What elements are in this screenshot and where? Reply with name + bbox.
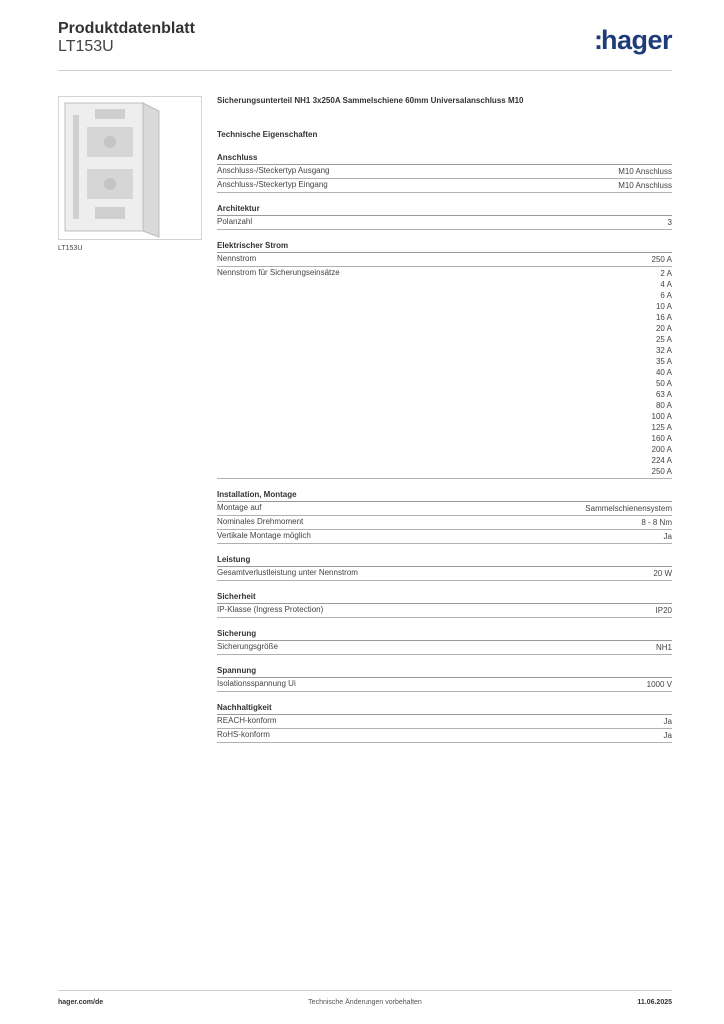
spec-value: 63 A — [655, 390, 672, 399]
spec-section — [217, 591, 672, 618]
spec-label: Gesamtverlustleistung unter Nennstrom — [217, 568, 358, 577]
spec-row — [217, 641, 672, 655]
spec-label: Nominales Drehmoment — [217, 517, 304, 526]
spec-label: Anschluss-/Steckertyp Ausgang — [217, 166, 330, 175]
spec-value: 20 A — [655, 324, 672, 333]
spec-label: Sicherungsgröße — [217, 642, 278, 651]
spec-label: Isolationsspannung Ui — [217, 679, 296, 688]
spec-row — [217, 567, 672, 581]
spec-values — [618, 180, 672, 191]
spec-label: Vertikale Montage möglich — [217, 531, 311, 540]
section-title: Sicherheit — [217, 591, 672, 604]
spec-values — [641, 517, 672, 528]
spec-value: 125 A — [651, 423, 672, 432]
spec-label: Montage auf — [217, 503, 262, 512]
spec-value: 80 A — [655, 401, 672, 410]
spec-values — [664, 730, 672, 741]
fuse-base-illustration — [59, 97, 201, 239]
spec-values — [656, 642, 672, 653]
spec-values — [668, 217, 672, 228]
spec-values — [664, 531, 672, 542]
spec-section — [217, 240, 672, 479]
spec-label: Polanzahl — [217, 217, 253, 226]
section-title: Anschluss — [217, 152, 672, 165]
spec-values — [585, 503, 672, 514]
spec-value: NH1 — [655, 643, 672, 652]
logo-text: hager — [600, 25, 672, 55]
spec-value: 250 A — [651, 255, 672, 264]
spec-value: 250 A — [651, 467, 672, 476]
spec-row — [217, 267, 672, 479]
spec-value: 100 A — [651, 412, 672, 421]
spec-row — [217, 216, 672, 230]
spec-label: REACH-konform — [217, 716, 277, 725]
spec-row — [217, 516, 672, 530]
section-title: Sicherung — [217, 628, 672, 641]
footer-date: 11.06.2025 — [637, 999, 672, 1006]
spec-row — [217, 253, 672, 267]
spec-label: IP-Klasse (Ingress Protection) — [217, 605, 324, 614]
spec-row — [217, 678, 672, 692]
spec-value: 1000 V — [646, 680, 672, 689]
product-code: LT153U — [58, 38, 114, 55]
spec-section — [217, 203, 672, 230]
section-title: Architektur — [217, 203, 672, 216]
spec-value: 40 A — [655, 368, 672, 377]
image-caption: LT153U — [58, 245, 83, 252]
spec-value: 25 A — [655, 335, 672, 344]
spec-value: 16 A — [655, 313, 672, 322]
spec-label: Anschluss-/Steckertyp Eingang — [217, 180, 328, 189]
spec-value: M10 Anschluss — [618, 167, 672, 176]
spec-row — [217, 530, 672, 544]
spec-values — [653, 568, 672, 579]
features-title: Technische Eigenschaften — [217, 130, 318, 139]
spec-row — [217, 165, 672, 179]
spec-value: Ja — [663, 532, 672, 541]
spec-value: M10 Anschluss — [618, 181, 672, 190]
section-title: Leistung — [217, 554, 672, 567]
spec-sections — [217, 152, 672, 743]
footer-url[interactable]: hager.com/de — [58, 999, 104, 1006]
product-description: Sicherungsunterteil NH1 3x250A Sammelschiene 60mm Universalanschluss M10 — [217, 96, 524, 105]
spec-value: 32 A — [655, 346, 672, 355]
section-title: Installation, Montage — [217, 489, 672, 502]
spec-values — [652, 268, 672, 477]
spec-label: Nennstrom für Sicherungseinsätze — [217, 268, 340, 277]
spec-value: 10 A — [655, 302, 672, 311]
spec-value: 3 — [667, 218, 672, 227]
spec-value: 160 A — [651, 434, 672, 443]
spec-value: 4 A — [660, 280, 672, 289]
spec-content — [217, 96, 672, 743]
section-title: Nachhaltigkeit — [217, 702, 672, 715]
spec-values — [618, 166, 672, 177]
page-title: Produktdatenblatt — [58, 20, 195, 37]
spec-value: IP20 — [655, 606, 672, 615]
spec-value: 200 A — [651, 445, 672, 454]
spec-section — [217, 702, 672, 743]
product-image — [58, 96, 202, 240]
spec-value: 6 A — [660, 291, 672, 300]
spec-value: Ja — [663, 731, 672, 740]
spec-values — [664, 716, 672, 727]
spec-value: 8 - 8 Nm — [641, 518, 672, 527]
spec-row — [217, 729, 672, 743]
section-title: Elektrischer Strom — [217, 240, 672, 253]
spec-row — [217, 502, 672, 516]
spec-value: 224 A — [651, 456, 672, 465]
spec-section — [217, 665, 672, 692]
spec-value: Sammelschienensystem — [585, 504, 672, 513]
spec-values — [652, 254, 672, 265]
spec-section — [217, 628, 672, 655]
page-header — [58, 20, 672, 71]
hager-logo: :hager — [593, 25, 672, 55]
spec-value: Ja — [663, 717, 672, 726]
spec-value: 2 A — [660, 269, 672, 278]
spec-section — [217, 554, 672, 581]
spec-label: RoHS-konform — [217, 730, 270, 739]
spec-row — [217, 715, 672, 729]
section-title: Spannung — [217, 665, 672, 678]
spec-row — [217, 604, 672, 618]
page-footer — [58, 990, 672, 1006]
spec-label: Nennstrom — [217, 254, 257, 263]
footer-note: Technische Änderungen vorbehalten — [308, 999, 422, 1006]
spec-values — [656, 605, 672, 616]
spec-values — [647, 679, 672, 690]
spec-value: 50 A — [655, 379, 672, 388]
spec-row — [217, 179, 672, 193]
spec-value: 35 A — [655, 357, 672, 366]
spec-section — [217, 152, 672, 193]
spec-value: 20 W — [653, 569, 672, 578]
spec-section — [217, 489, 672, 544]
